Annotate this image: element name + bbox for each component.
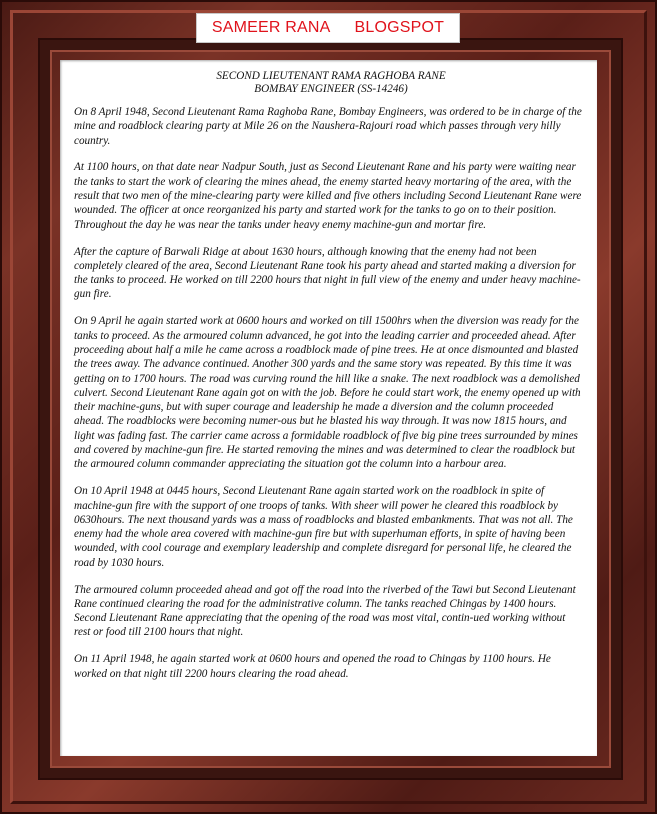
paragraph: The armoured column proceeded ahead and got off the road into the riverbed of the Tawi but Second Lieutenant Rane continued clearing the road for the administrative column. The tanks reached Chingas by 1400 hours. Second Lieutenant Rane appreciating that the opening of the road was most vital, contin-ued working without rest or food till 2100 hours that night. <box>74 583 576 639</box>
blog-banner <box>196 13 460 43</box>
paragraph: After the capture of Barwali Ridge at about 1630 hours, although knowing that the enemy had not been completely cleared of the area, Second Lieutenant Rane took his party ahead and started making a diversion for the tanks to proceed. He worked on till 2200 hours that night in full view of the enemy and under heavy machine-gun fire. <box>74 245 581 301</box>
document-heading <box>74 70 584 95</box>
banner-site: BLOGSPOT <box>354 19 445 36</box>
heading-unit: BOMBAY ENGINEER (SS-14246) <box>254 82 408 95</box>
heading-name: SECOND LIEUTENANT RAMA RAGHOBA RANE <box>216 70 446 82</box>
paragraph: On 10 April 1948 at 0445 hours, Second Lieutenant Rane again started work on the roadblock in spite of machine-gun fire with the support of one troops of tanks. With sheer will power he cleared this roadblock by 0630hours. The next thousand yards was a mass of roadblocks and blasted embankments. That was not all. The enemy had the whole area covered with machine-gun fire but with superhuman efforts, in spite of having been wounded, with cool courage and exemplary leadership and complete disregard for personal life, he cleared the road by 1030 hours. <box>74 485 573 569</box>
paragraph: On 8 April 1948, Second Lieutenant Rama Raghoba Rane, Bombay Engineers, was ordered to be in charge of the mine and roadblock clearing party at Mile 26 on the Naushera-Rajouri road which passes through very hilly country. <box>74 106 582 147</box>
paragraph: On 11 April 1948, he again started work at 0600 hours and opened the road to Chingas by 1100 hours. He worked on that night till 2200 hours clearing the road ahead. <box>74 653 551 680</box>
paragraph: At 1100 hours, on that date near Nadpur South, just as Second Lieutenant Rane and his party were waiting near the tanks to start the work of clearing the mines ahead, the enemy started heavy mortaring of the area, with the result that two men of the mine-clearing party were killed and five others including Second Lieutenant Rane were wounded. The officer at once reorganized his party and started work for the tanks to go on to their position. Throughout the day he was near the tanks under heavy enemy machine-gun and mortar fire. <box>74 161 582 231</box>
banner-author: SAMEER RANA <box>211 19 331 36</box>
paragraph: On 9 April he again started work at 0600 hours and worked on till 1500hrs when the diversion was ready for the tanks to proceed. As the armoured column advanced, he got into the leading carrier and proceeded ahead. After proceeding about half a mile he came across a roadblock made of pine trees. He at once dismounted and blasted the trees away. The advance continued. Another 300 yards and the same story was repeated. By this time it was getting on to 1700 hours. The road was curving round the hill like a snake. The next roadblock was a demolished culvert. Second Lieutenant Rane again got on with the job. Before he could start work, the enemy opened up with their machine-guns, but with super courage and leadership he made a diversion and the column proceeded ahead. The roadblocks were becoming numer-ous but he blasted his way through. It was now 1815 hours, and light was fading fast. The carrier came across a formidable roadblock of five big pine trees surrounded by mines and covered by machine-gun fire. He started removing the mines and was determined to clear the roadblock but the armoured column commander appreciating the situation got the column into a harbour area. <box>74 315 581 471</box>
citation-document <box>74 70 584 694</box>
